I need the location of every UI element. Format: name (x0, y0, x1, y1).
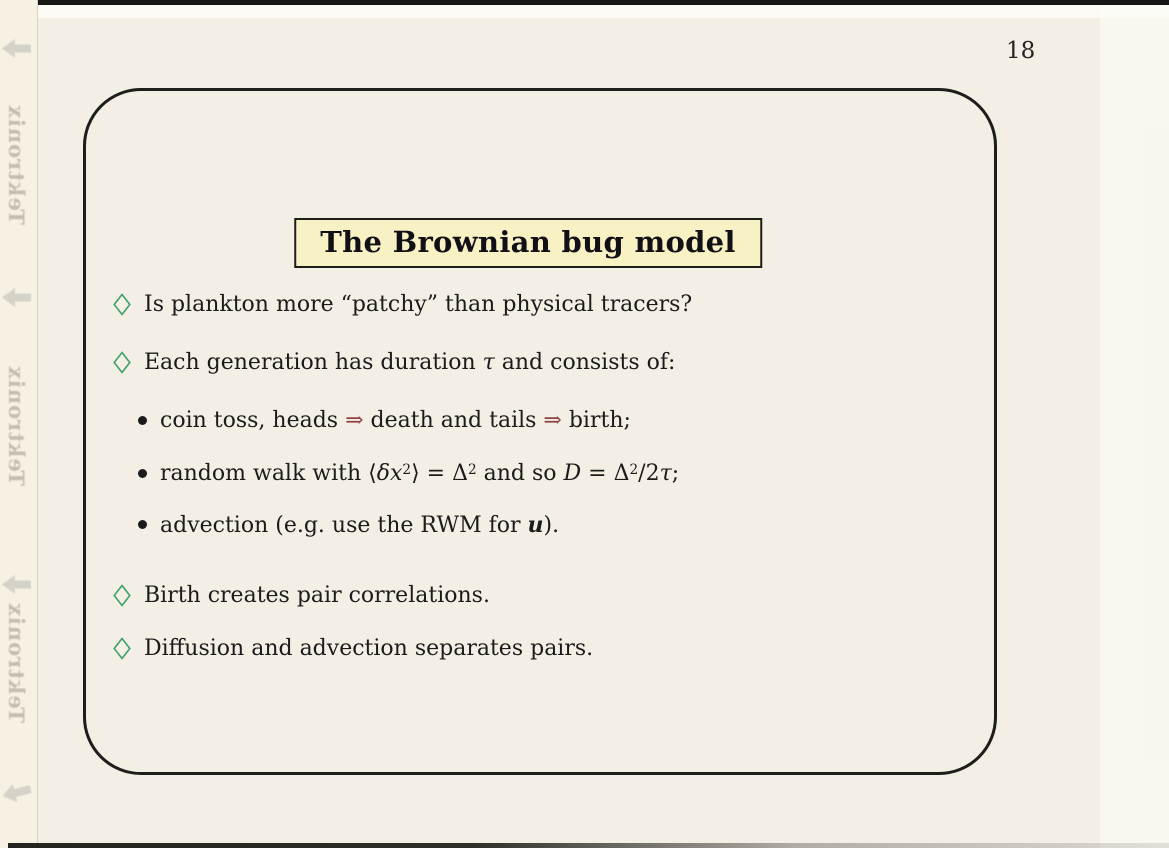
slide-item-text: coin toss, heads ⇒ death and tails ⇒ birth; (160, 408, 631, 433)
slide-frame (83, 88, 997, 775)
dot-bullet-icon (138, 520, 147, 529)
slide-item-text: random walk with $⟨\delta x^2⟩ = \Delta^2$ and so $D = \Delta^2/2\tau$; (160, 461, 680, 486)
scan-margin-right (1100, 5, 1169, 848)
slide-item-text: Each generation has duration τ and consists of: (144, 350, 676, 375)
slide-subitem (86, 459, 994, 489)
diamond-bullet-icon (113, 293, 131, 325)
slide-subitem (86, 406, 994, 436)
tektronix-watermark: Tektronix (4, 104, 29, 225)
slide-item (86, 290, 994, 325)
feed-arrow-icon (2, 286, 32, 309)
page-number: 18 (1006, 38, 1036, 64)
slide-item-text: advection (e.g. use the RWM for u). (160, 512, 560, 538)
tektronix-watermark: Tektronix (4, 365, 29, 486)
tektronix-watermark: Tektronix (4, 602, 29, 723)
diamond-bullet-icon (113, 584, 131, 616)
scan-margin-left (0, 0, 38, 848)
slide-title: The Brownian bug model (294, 218, 762, 268)
dot-bullet-icon (138, 469, 147, 478)
diamond-bullet-icon (113, 351, 131, 383)
slide-item-text: Diffusion and advection separates pairs. (144, 636, 594, 661)
slide-item-text: Birth creates pair correlations. (144, 583, 490, 608)
slide-item-text: Is plankton more “patchy” than physical tracers? (144, 292, 693, 317)
slide-item (86, 634, 994, 669)
scan-edge-bottom (8, 843, 1169, 848)
slide-item (86, 348, 994, 383)
diamond-bullet-icon (113, 637, 131, 669)
scan-edge-top-highlight (37, 5, 1169, 18)
feed-arrow-icon (0, 778, 34, 808)
feed-arrow-icon (2, 573, 32, 596)
feed-arrow-icon (2, 37, 32, 60)
slide-subitem (86, 510, 994, 541)
dot-bullet-icon (138, 416, 147, 425)
slide-content (86, 290, 994, 692)
slide-item (86, 581, 994, 616)
